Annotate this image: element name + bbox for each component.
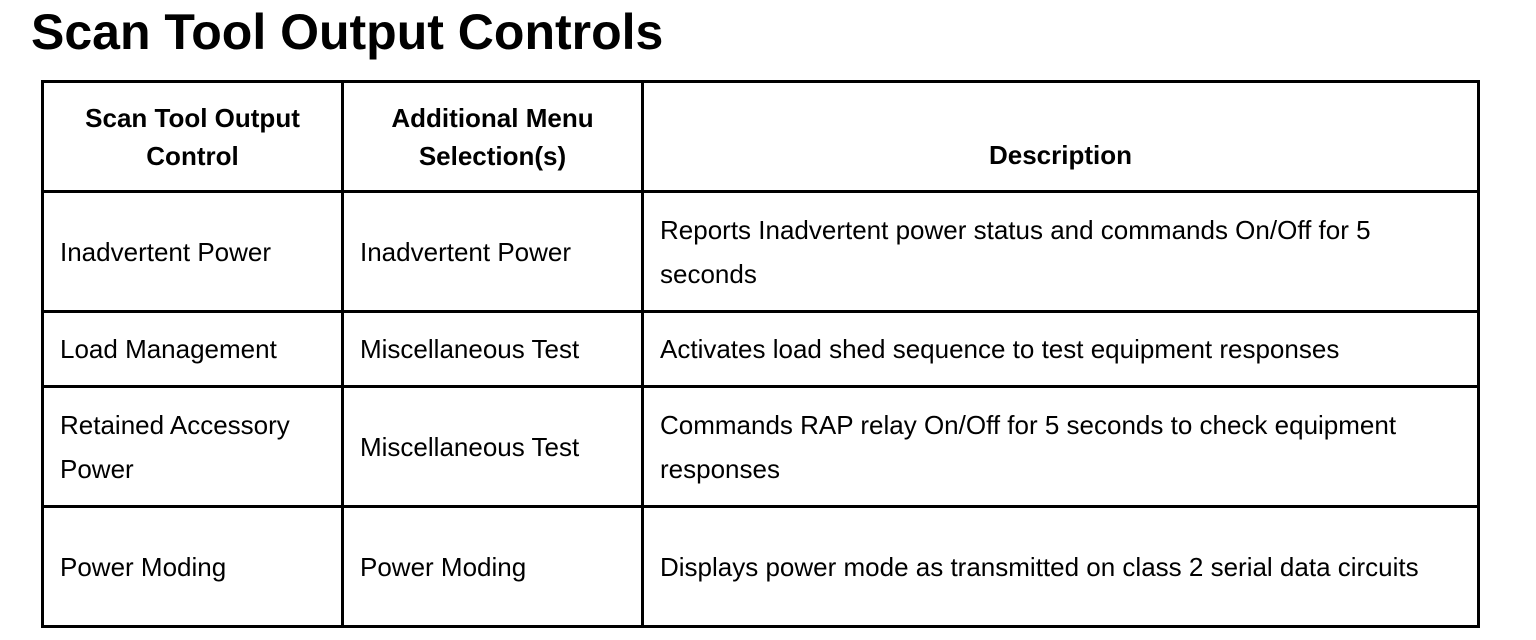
cell-control: Inadvertent Power	[43, 192, 343, 312]
cell-menu: Miscellaneous Test	[343, 387, 643, 507]
cell-control: Load Management	[43, 312, 343, 387]
column-header-menu: Additional Menu Selection(s)	[343, 82, 643, 192]
cell-menu: Inadvertent Power	[343, 192, 643, 312]
table-row	[43, 507, 1479, 627]
cell-description: Displays power mode as transmitted on class 2 serial data circuits	[643, 507, 1479, 627]
table-header-row	[43, 82, 1479, 192]
table-row	[43, 312, 1479, 387]
cell-control: Retained Accessory Power	[43, 387, 343, 507]
cell-menu: Power Moding	[343, 507, 643, 627]
table-row	[43, 387, 1479, 507]
cell-menu: Miscellaneous Test	[343, 312, 643, 387]
column-header-description: Description	[643, 82, 1479, 192]
cell-control: Power Moding	[43, 507, 343, 627]
cell-description: Reports Inadvertent power status and commands On/Off for 5 seconds	[643, 192, 1479, 312]
cell-description: Commands RAP relay On/Off for 5 seconds to check equipment responses	[643, 387, 1479, 507]
cell-description: Activates load shed sequence to test equipment responses	[643, 312, 1479, 387]
output-controls-table	[41, 80, 1480, 628]
page-title: Scan Tool Output Controls	[31, 4, 664, 60]
column-header-control: Scan Tool Output Control	[43, 82, 343, 192]
table-row	[43, 192, 1479, 312]
